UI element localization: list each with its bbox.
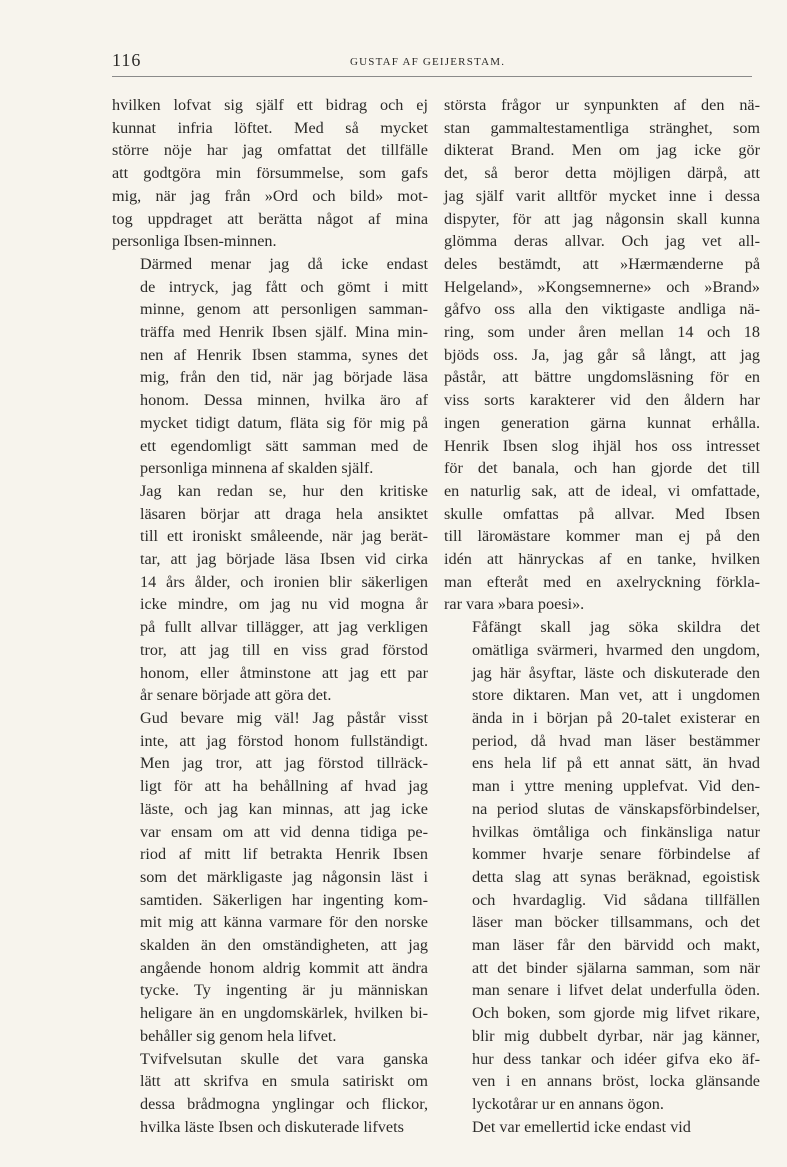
text-line: lyckotårar ur en annans ögon. <box>472 1094 664 1113</box>
text-line: för det banala, och han gjorde det till <box>444 459 760 478</box>
text-line: tycke. Ty ingenting är ju människan <box>140 981 428 1000</box>
text-line: honom, eller åtminstone att jag ett par <box>140 663 428 682</box>
text-line: läste, och jag kan minnas, att jag icke <box>140 799 428 818</box>
text-line: skalden än den omständigheten, att jag <box>140 936 428 955</box>
paragraph <box>112 480 428 707</box>
text-line: år senare började att göra det. <box>140 686 332 705</box>
text-line: icke mindre, om jag nu vid mogna år <box>140 595 428 614</box>
text-line: Tvifvelsutan skulle det vara ganska <box>140 1049 428 1068</box>
text-line: man läser får den bärvidd och makt, <box>472 936 760 955</box>
text-line: till ett ironiskt småleende, när jag berät- <box>140 527 428 546</box>
text-line: inte, att jag förstod honom fullständigt. <box>140 731 428 750</box>
paragraph <box>112 707 428 1048</box>
text-line: ens hela lif på ett annat sätt, än hvad <box>472 754 760 773</box>
text-line: mig, från den tid, när jag började läsa <box>140 368 428 387</box>
text-line: minne, genom att personligen samman- <box>140 300 428 319</box>
text-line: dispyter, för att jag någonsin skall kunna <box>444 209 760 228</box>
text-line: detta slag att synas beräknad, egoistisk <box>472 867 760 886</box>
text-line: påstår, att bättre ungdomsläsning för en <box>444 368 760 387</box>
text-line: Det var emellertid icke endast vid <box>472 1117 691 1136</box>
text-line: till lärомästare kommer man ej på den <box>444 527 760 546</box>
text-line: lätt att skrifva en smula satiriskt om <box>140 1072 428 1091</box>
text-line: period, då hvad man läser bestämmer <box>472 731 760 750</box>
text-line: ingen generation gärna kunnat erhålla. <box>444 413 760 432</box>
text-line: ring, som under åren mellan 14 och 18 <box>444 323 760 342</box>
text-line: på fullt allvar tillägger, att jag verkligen <box>140 618 428 637</box>
right-column <box>444 94 760 1138</box>
text-line: honom. Dessa minnen, hvilka äro af <box>140 391 428 410</box>
text-line: man i yttre mening upplefvat. Vid den- <box>472 777 760 796</box>
text-line: gåfvo oss alla den viktigaste andliga nä- <box>444 300 760 319</box>
paragraph <box>444 616 760 1115</box>
text-line: läsaren börjar att draga hela ansiktet <box>140 504 428 523</box>
text-line: läser man böcker tillsammans, och det <box>472 913 760 932</box>
text-line: heligare än en ungdomskärlek, hvilken bi- <box>140 1004 428 1023</box>
text-line: deles bestämdt, att »Hærmænderne på <box>444 254 760 273</box>
text-line: hvilka läste Ibsen och diskuterade lifvets <box>140 1117 404 1136</box>
text-line: ända in i början på 20-talet existerar en <box>472 708 760 727</box>
running-head: GUSTAF AF GEIJERSTAM. <box>350 56 506 68</box>
text-line: Jag kan redan se, hur den kritiske <box>140 481 428 500</box>
text-line: idén att hänryckas af en tanke, hvilken <box>444 550 760 569</box>
text-line: samtiden. Säkerligen har ingenting kom- <box>140 890 428 909</box>
text-line: 14 års ålder, och ironien blir säkerligen <box>140 572 428 591</box>
text-line: glömma deras allvar. Och jag vet all- <box>444 232 760 251</box>
text-line: största frågor ur synpunkten af den nä- <box>444 96 760 114</box>
text-line: skulle omfattas på allvar. Med Ibsen <box>444 504 760 523</box>
text-line: träffa med Henrik Ibsen själf. Mina min- <box>140 323 428 342</box>
paragraph <box>112 1048 428 1139</box>
text-line: Helgeland», »Kongsemnerne» och »Brand» <box>444 277 760 296</box>
text-line: ven i en annans bröst, locka glänsande <box>472 1072 760 1091</box>
text-line: dikterat Brand. Men om jag icke gör <box>444 141 760 160</box>
text-line: Och boken, som gjorde mig lifvet rikare, <box>472 1004 760 1023</box>
text-line: jag själf varit alltför mycket inne i dessa <box>444 186 760 205</box>
text-line: stan gammaltestamentliga stränghet, som <box>444 118 760 137</box>
text-line: en naturlig sak, att de ideal, vi omfattade, <box>444 481 760 500</box>
text-line: Henrik Ibsen slog ihjäl hos oss intresset <box>444 436 760 455</box>
text-line: mycket tidigt datum, fläta sig för mig på <box>140 413 428 432</box>
text-line: angående honom aldrig kommit att ändra <box>140 958 428 977</box>
text-line: att det binder själarna samman, som när <box>472 958 760 977</box>
text-line: store diktaren. Man vet, att i ungdomen <box>472 686 760 705</box>
paragraph <box>444 1116 760 1139</box>
text-line: hvilkas ömtåliga och finkänsliga natur <box>472 822 760 841</box>
paragraph <box>112 94 428 253</box>
text-line: Men jag tror, att jag förstod tillräck- <box>140 754 428 773</box>
text-line: mit mig att känna varmare för den norske <box>140 913 428 932</box>
text-line: omätliga svärmeri, hvarmed den ungdom, <box>472 640 760 659</box>
text-line: rar vara »bara poesi». <box>444 595 585 614</box>
text-line: kommer hvarje senare förbindelse af <box>472 845 760 864</box>
text-line: Därmed menar jag då icke endast <box>140 254 428 273</box>
text-line: viss sorts karakterer vid den åldern har <box>444 391 760 410</box>
text-line: man senare i lifvet delat underfulla öden. <box>472 981 760 1000</box>
text-line: större nöje har jag omfattat det tillfälle <box>112 141 428 160</box>
page-number: 116 <box>112 50 142 70</box>
paragraph <box>444 94 760 616</box>
text-line: jag här åsyftar, läste och diskuterade den <box>472 663 760 682</box>
header-rule <box>112 76 752 77</box>
text-line: Fåfängt skall jag söka skildra det <box>472 618 760 637</box>
text-line: mig, när jag från »Ord och bild» mot- <box>112 186 428 205</box>
text-line: tar, att jag började läsa Ibsen vid cirka <box>140 550 428 569</box>
text-line: kunnat infria löftet. Med så mycket <box>112 118 428 137</box>
text-line: att godtgöra min försummelse, som gafs <box>112 164 428 183</box>
text-line: hur dess tankar och idéer gifva eko äf- <box>472 1049 760 1068</box>
text-line: var ensam om att vid denna tidiga pe- <box>140 822 428 841</box>
text-line: dessa brådmogna ynglingar och flickor, <box>140 1094 428 1113</box>
text-line: tror, att jag till en viss grad förstod <box>140 640 428 659</box>
text-line: na period slutas de vänskapsförbindelser, <box>472 799 760 818</box>
page-header <box>112 50 752 78</box>
text-line: personliga minnena af skalden själf. <box>140 459 374 478</box>
text-line: ett egendomligt sätt samman med de <box>140 436 428 455</box>
text-line: Gud bevare mig väl! Jag påstår visst <box>140 708 428 727</box>
text-line: tog uppdraget att berätta något af mina <box>112 209 428 228</box>
text-line: hvilken lofvat sig själf ett bidrag och ej <box>112 96 428 114</box>
text-line: behåller sig genom hela lifvet. <box>140 1026 337 1045</box>
text-line: det, så beror detta möjligen därpå, att <box>444 164 760 183</box>
text-line: de intryck, jag fått och gömt i mitt <box>140 277 428 296</box>
text-line: bjöds oss. Ja, jag går så långt, att jag <box>444 345 760 364</box>
text-line: ligt för att ha behållning af hvad jag <box>140 777 428 796</box>
left-column <box>112 94 428 1138</box>
text-line: nen af Henrik Ibsen stamma, synes det <box>140 345 428 364</box>
text-line: personliga Ibsen-minnen. <box>112 232 277 251</box>
text-line: blir mig dubbelt dyrbar, när jag känner, <box>472 1026 760 1045</box>
text-line: som det märkligaste jag någonsin läst i <box>140 867 428 886</box>
paragraph <box>112 253 428 480</box>
text-line: och hvardaglig. Vid sådana tillfällen <box>472 890 760 909</box>
text-line: riod af mitt lif betrakta Henrik Ibsen <box>140 845 428 864</box>
text-line: man efteråt med en axelryckning förkla- <box>444 572 760 591</box>
